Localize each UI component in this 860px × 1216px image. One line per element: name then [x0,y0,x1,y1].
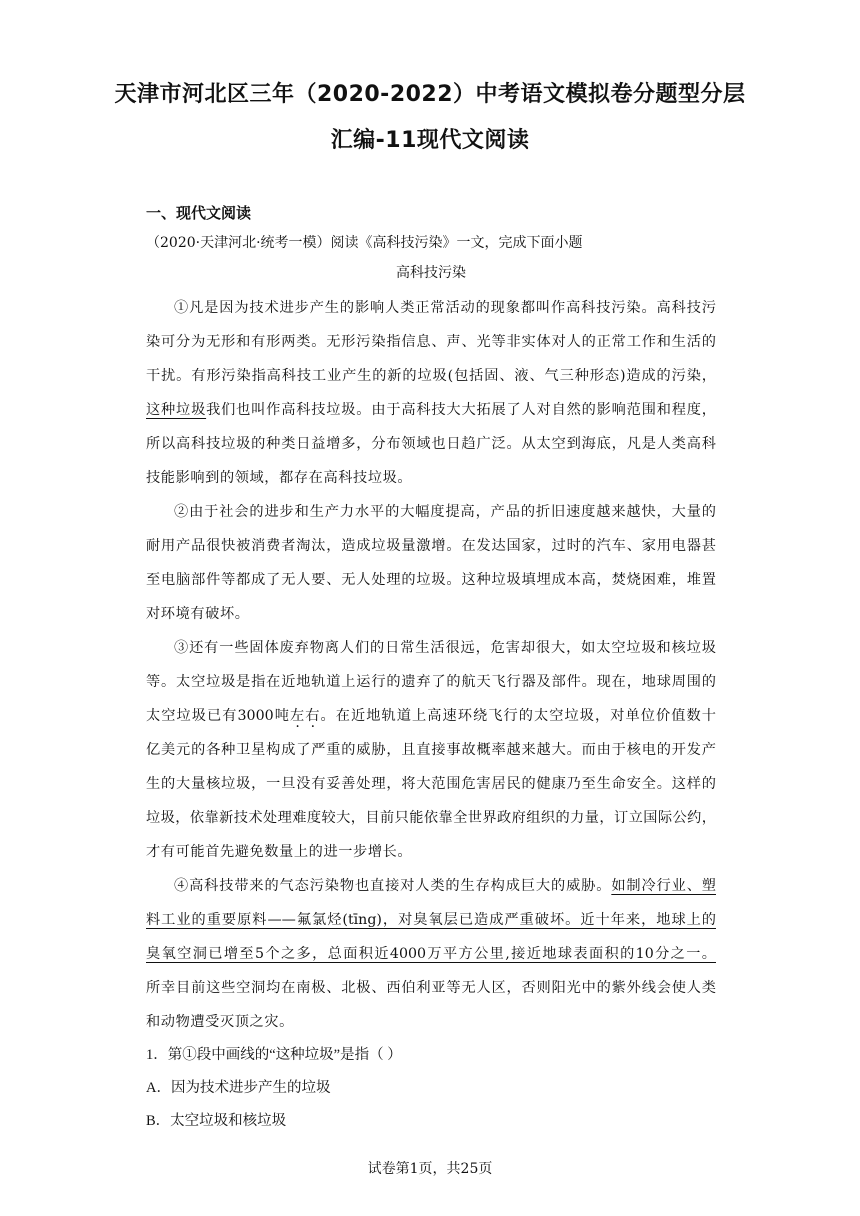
paragraph-3-line: 亿美元的各种卫星构成了严重的威胁，且直接事故概率越来越大。而由于核电的开发产 [146,742,716,758]
paragraph-1-line: 这种垃圾我们也叫作高科技垃圾。由于高科技大大拓展了人对自然的影响范围和程度， [146,402,716,418]
paragraph-2-line: 对环境有破坏。 [146,606,250,622]
source-line: （2020·天津河北·统考一模）阅读《高科技污染》一文，完成下面小题 [146,235,583,251]
paragraph-3-line: 垃圾，依靠新技术处理难度较大，目前只能依靠全世界政府组织的力量，订立国际公约， [146,810,716,826]
dotted-character: 右 [305,708,321,724]
section-heading: 一、现代文阅读 [146,204,252,222]
paragraph-3-line: 太空垃圾已有3000吨左右。在近地轨道上高速环绕飞行的太空垃圾，对单位价值数十 [146,708,716,724]
paragraph-4-line: 所幸目前这些空洞均在南极、北极、西伯利亚等无人区，否则阳光中的紫外线会使人类 [146,980,716,996]
paragraph-3-line: ③还有一些固体废弃物离人们的日常生活很远，危害却很大，如太空垃圾和核垃圾 [174,640,716,656]
paragraph-2-line: 耐用产品很快被消费者淘汰，造成垃圾量激增。在发达国家，过时的汽车、家用电器甚 [146,538,716,554]
underlined-phrase: 这种垃圾 [146,402,207,418]
paragraph-1-line: 染可分为无形和有形两类。无形污染指信息、声、光等非实体对人的正常工作和生活的 [146,334,716,350]
answer-option-a: A．因为技术进步产生的垃圾 [146,1080,331,1096]
paragraph-3-line: 才有可能首先避免数量上的进一步增长。 [146,844,413,860]
paragraph-3-line: 等。太空垃圾是指在近地轨道上运行的遗弃了的航天飞行器及部件。现在，地球周围的 [146,674,716,690]
paragraph-1-line: 技能影响到的领域，都存在高科技垃圾。 [146,470,413,486]
paragraph-1-line: 所以高科技垃圾的种类日益增多，分布领域也日趋广泛。从太空到海底，凡是人类高科 [146,436,716,452]
paragraph-1-line: ①凡是因为技术进步产生的影响人类正常活动的现象都叫作高科技污染。高科技污 [174,300,716,316]
paragraph-4-line-underlined: 料工业的重要原料——氟氯烃(tīng)，对臭氧层已造成严重破坏。近十年来，地球上的 [146,912,716,928]
paragraph-4-line: ④高科技带来的气态污染物也直接对人类的生存构成巨大的威胁。如制冷行业、塑 [174,878,716,894]
answer-option-b: B．太空垃圾和核垃圾 [146,1113,287,1129]
document-title-line-2: 汇编-11现代文阅读 [330,128,530,153]
paragraph-3-line: 生的大量核垃圾，一旦没有妥善处理，将大范围危害居民的健康乃至生命安全。这样的 [146,776,716,792]
article-title: 高科技污染 [396,265,466,281]
paragraph-2-line: ②由于社会的进步和生产力水平的大幅度提高，产品的折旧速度越来越快，大量的 [174,504,716,520]
paragraph-4-line: 和动物遭受灭顶之灾。 [146,1014,294,1030]
paragraph-1-line: 干扰。有形污染指高科技工业产生的新的垃圾(包括固、液、气三种形态)造成的污染， [146,368,716,384]
dotted-character: 左 [289,708,306,724]
question-stem: 1．第①段中画线的“这种垃圾”是指（ ） [146,1047,402,1063]
document-title-line-1: 天津市河北区三年（2020-2022）中考语文模拟卷分题型分层 [114,82,746,107]
paragraph-2-line: 至电脑部件等都成了无人要、无人处理的垃圾。这种垃圾填埋成本高，焚烧困难，堆置 [146,572,716,588]
page-footer: 试卷第1页，共25页 [367,1161,493,1177]
paragraph-4-line-underlined: 臭氧空洞已增至5个之多，总面积近4000万平方公里,接近地球表面积的10分之一。 [146,946,716,962]
underlined-sentence: 如制冷行业、塑 [611,878,716,894]
